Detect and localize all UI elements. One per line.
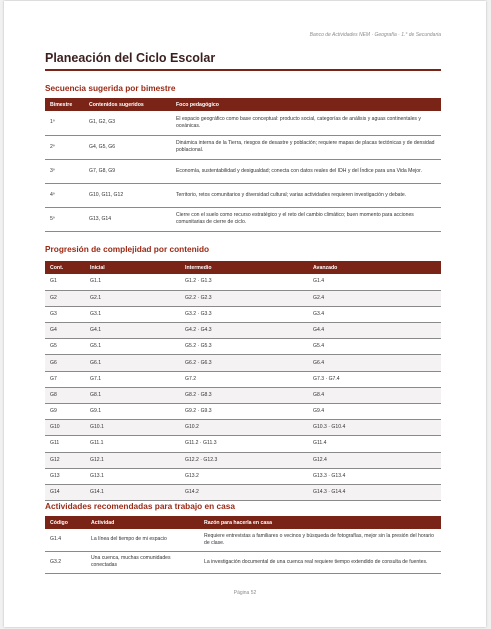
- table-cell: Dinámica interna de la Tierra, riesgos de desastre y población; requiere mapas de placas tectónicas y de densidad poblacional.: [171, 135, 441, 159]
- table-row: [45, 135, 441, 159]
- table-cell: G7.3 · G7.4: [308, 371, 441, 387]
- table-row: [45, 183, 441, 207]
- column-header: Avanzado: [308, 261, 441, 274]
- table-row: [45, 355, 441, 371]
- table-cell: G7: [45, 371, 85, 387]
- table-cell: G8.4: [308, 387, 441, 403]
- table-cell: Economía, sustentabilidad y desigualdad; conecta con datos reales del IDH y del Índice para una Vida Mejor.: [171, 159, 441, 183]
- table-cell: G4.2 · G4.3: [180, 323, 308, 339]
- table-cell: El espacio geográfico como base conceptual: producto social, categorías de análisis y aguas continentales y oceánicas.: [171, 111, 441, 135]
- table-cell: La investigación documental de una cuenca real requiere tiempo extendido de consulta de fuentes.: [199, 551, 441, 573]
- table-cell: G3.1: [85, 306, 180, 322]
- table-cell: G9.1: [85, 404, 180, 420]
- table-cell: G4, G5, G6: [84, 135, 171, 159]
- table-header-row: [45, 261, 441, 274]
- table-cell: G3.4: [308, 306, 441, 322]
- table-cell: G8.1: [85, 387, 180, 403]
- table-cell: G3: [45, 306, 85, 322]
- table-cell: G2.1: [85, 290, 180, 306]
- table-cell: G4.1: [85, 323, 180, 339]
- table-cell: G4.4: [308, 323, 441, 339]
- table-cell: G13: [45, 468, 85, 484]
- table-row: [45, 484, 441, 500]
- bimestre-table: [45, 98, 441, 232]
- section-title-casa: Actividades recomendadas para trabajo en casa: [45, 501, 235, 511]
- table-cell: G7.2: [180, 371, 308, 387]
- table-cell: G10.1: [85, 420, 180, 436]
- table-row: [45, 529, 441, 551]
- table-cell: G10, G11, G12: [84, 183, 171, 207]
- table-cell: G6.4: [308, 355, 441, 371]
- table-cell: 5º: [45, 207, 84, 231]
- table-cell: G2: [45, 290, 85, 306]
- table-header-row: [45, 98, 441, 111]
- table-row: [45, 111, 441, 135]
- table-row: [45, 436, 441, 452]
- table-row: [45, 274, 441, 290]
- table-cell: G5: [45, 339, 85, 355]
- column-header: Actividad: [86, 516, 199, 529]
- table-cell: G11: [45, 436, 85, 452]
- table-row: [45, 207, 441, 231]
- table-row: [45, 290, 441, 306]
- table-cell: G3.2: [45, 551, 86, 573]
- table-cell: G6.2 · G6.3: [180, 355, 308, 371]
- table-cell: G2.4: [308, 290, 441, 306]
- table-row: [45, 339, 441, 355]
- table-cell: G11.4: [308, 436, 441, 452]
- table-cell: G14.1: [85, 484, 180, 500]
- table-cell: G5.4: [308, 339, 441, 355]
- table-cell: 2º: [45, 135, 84, 159]
- table-cell: G1: [45, 274, 85, 290]
- table-header-row: [45, 516, 441, 529]
- table-cell: G9: [45, 404, 85, 420]
- table-cell: G13, G14: [84, 207, 171, 231]
- column-header: Cont.: [45, 261, 85, 274]
- table-cell: G11.2 · G11.3: [180, 436, 308, 452]
- table-cell: Una cuenca, muchas comunidades conectadas: [86, 551, 199, 573]
- table-cell: G8.2 · G8.3: [180, 387, 308, 403]
- table-row: [45, 387, 441, 403]
- column-header: Bimestre: [45, 98, 84, 111]
- table-row: [45, 306, 441, 322]
- table-cell: G13.1: [85, 468, 180, 484]
- table-cell: G13.2: [180, 468, 308, 484]
- table-row: [45, 420, 441, 436]
- table-row: [45, 159, 441, 183]
- page-title: Planeación del Ciclo Escolar: [45, 51, 216, 65]
- table-cell: G6.1: [85, 355, 180, 371]
- table-cell: G12.4: [308, 452, 441, 468]
- table-cell: G12: [45, 452, 85, 468]
- progresion-table: [45, 261, 441, 501]
- table-cell: G3.2 · G3.3: [180, 306, 308, 322]
- table-cell: G9.2 · G9.3: [180, 404, 308, 420]
- table-cell: La línea del tiempo de mi espacio: [86, 529, 199, 551]
- column-header: Código: [45, 516, 86, 529]
- table-cell: G7, G8, G9: [84, 159, 171, 183]
- table-cell: G10.3 · G10.4: [308, 420, 441, 436]
- column-header: Contenidos sugeridos: [84, 98, 171, 111]
- table-row: [45, 404, 441, 420]
- table-cell: 3º: [45, 159, 84, 183]
- table-row: [45, 551, 441, 573]
- table-cell: 1º: [45, 111, 84, 135]
- table-cell: G14: [45, 484, 85, 500]
- page-number: Página 52: [233, 590, 257, 596]
- running-header: Banco de Actividades NEM · Geografía · 1.° de Secundaria: [309, 32, 441, 38]
- section-title-bimestre: Secuencia sugerida por bimestre: [45, 83, 176, 93]
- table-cell: G11.1: [85, 436, 180, 452]
- column-header: Inicial: [85, 261, 180, 274]
- table-cell: G10: [45, 420, 85, 436]
- table-cell: 4º: [45, 183, 84, 207]
- table-cell: G4: [45, 323, 85, 339]
- table-cell: G12.1: [85, 452, 180, 468]
- table-cell: Cierre con el suelo como recurso estratégico y el reto del cambio climático; buen momento para acciones comunitarias de cierre de ciclo.: [171, 207, 441, 231]
- column-header: Razón para hacerla en casa: [199, 516, 441, 529]
- table-cell: Territorio, retos comunitarios y diversidad cultural; varias actividades requieren investigación y debate.: [171, 183, 441, 207]
- table-cell: G14.2: [180, 484, 308, 500]
- column-header: Intermedio: [180, 261, 308, 274]
- table-row: [45, 323, 441, 339]
- title-divider: [45, 69, 441, 71]
- table-cell: G14.3 · G14.4: [308, 484, 441, 500]
- table-cell: G6: [45, 355, 85, 371]
- table-cell: G9.4: [308, 404, 441, 420]
- table-cell: G10.2: [180, 420, 308, 436]
- table-row: [45, 468, 441, 484]
- table-row: [45, 452, 441, 468]
- table-cell: G5.1: [85, 339, 180, 355]
- column-header: Foco pedagógico: [171, 98, 441, 111]
- table-cell: G2.2 · G2.3: [180, 290, 308, 306]
- document-page: [4, 1, 486, 627]
- table-cell: G1.4: [308, 274, 441, 290]
- table-cell: Requiere entrevistas a familiares o vecinos y búsqueda de fotografías, mejor sin la presión del horario de clase.: [199, 529, 441, 551]
- section-title-progresion: Progresión de complejidad por contenido: [45, 244, 210, 254]
- table-cell: G1.1: [85, 274, 180, 290]
- table-cell: G1, G2, G3: [84, 111, 171, 135]
- casa-table: [45, 516, 441, 574]
- table-cell: G1.2 · G1.3: [180, 274, 308, 290]
- table-row: [45, 371, 441, 387]
- table-cell: G12.2 · G12.3: [180, 452, 308, 468]
- table-cell: G5.2 · G5.3: [180, 339, 308, 355]
- table-cell: G13.3 · G13.4: [308, 468, 441, 484]
- table-cell: G1.4: [45, 529, 86, 551]
- table-cell: G7.1: [85, 371, 180, 387]
- table-cell: G8: [45, 387, 85, 403]
